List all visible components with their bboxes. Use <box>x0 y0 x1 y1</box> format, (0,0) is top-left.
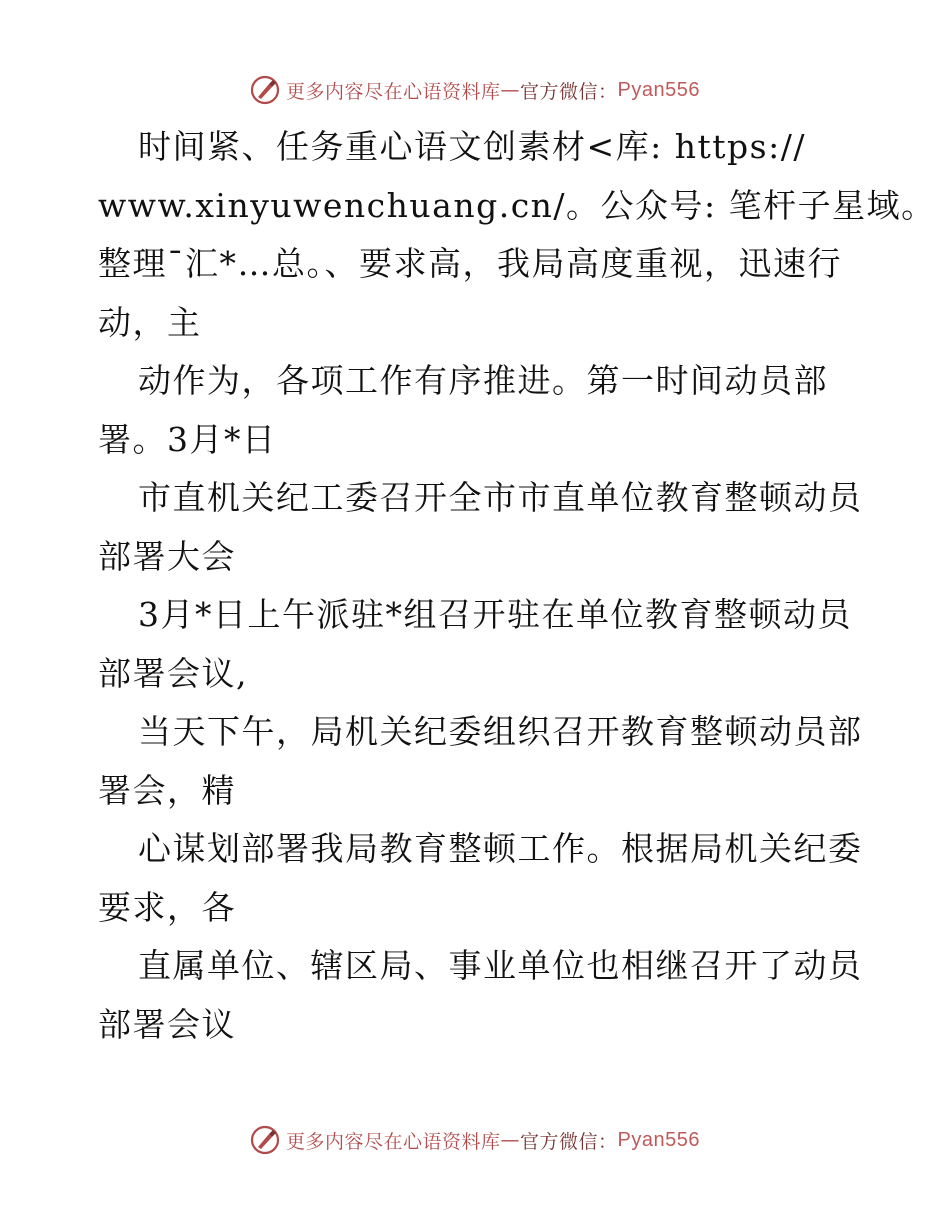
header-wechat-id: Pyan556 <box>617 78 700 101</box>
footer-wechat-label: 官方微信： <box>520 1130 618 1153</box>
header-dash: — <box>500 79 521 101</box>
pen-nib-logo-icon <box>250 75 280 105</box>
body-line-16: 部署会议 <box>98 1004 236 1044</box>
body-line-4: 动，主 <box>98 302 202 342</box>
footer-brand-text: 更多内容尽在心语资料库 <box>286 1130 501 1153</box>
body-line-1: 时间紧、任务重心语文创素材<库: https:// <box>138 127 806 166</box>
body-line-15: 直属单位、辖区局、事业单位也相继召开了动员 <box>138 946 863 985</box>
body-line-7: 市直机关纪工委召开全市市直单位教育整顿动员 <box>138 478 863 517</box>
body-line-5: 动作为，各项工作有序推进。第一时间动员部 <box>138 361 828 400</box>
body-line-10: 部署会议, <box>98 653 248 693</box>
header-wechat-label: 官方微信： <box>520 80 618 103</box>
pen-nib-logo-icon <box>250 1125 280 1155</box>
footer-banner <box>0 1120 950 1160</box>
body-line-12: 署会，精 <box>98 770 236 810</box>
header-banner <box>0 70 950 110</box>
body-line-3: 整理¯汇*…总。、要求高，我局高度重视，迅速行 <box>98 244 842 283</box>
footer-wechat-id: Pyan556 <box>617 1128 700 1151</box>
body-line-11: 当天下午，局机关纪委组织召开教育整顿动员部 <box>138 712 863 751</box>
footer-dash: — <box>500 1129 521 1151</box>
body-line-9: 3月*日上午派驻*组召开驻在单位教育整顿动员 <box>138 595 852 634</box>
body-line-13: 心谋划部署我局教育整顿工作。根据局机关纪委 <box>138 829 863 868</box>
body-line-8: 部署大会 <box>98 536 236 576</box>
body-line-6: 署。3月*日 <box>98 419 277 459</box>
body-line-14: 要求，各 <box>98 887 236 927</box>
body-line-2: www.xinyuwenchuang.cn/。公众号: 笔杆子星域。 <box>98 185 936 225</box>
document-body <box>98 118 936 1054</box>
header-brand-text: 更多内容尽在心语资料库 <box>286 80 501 103</box>
